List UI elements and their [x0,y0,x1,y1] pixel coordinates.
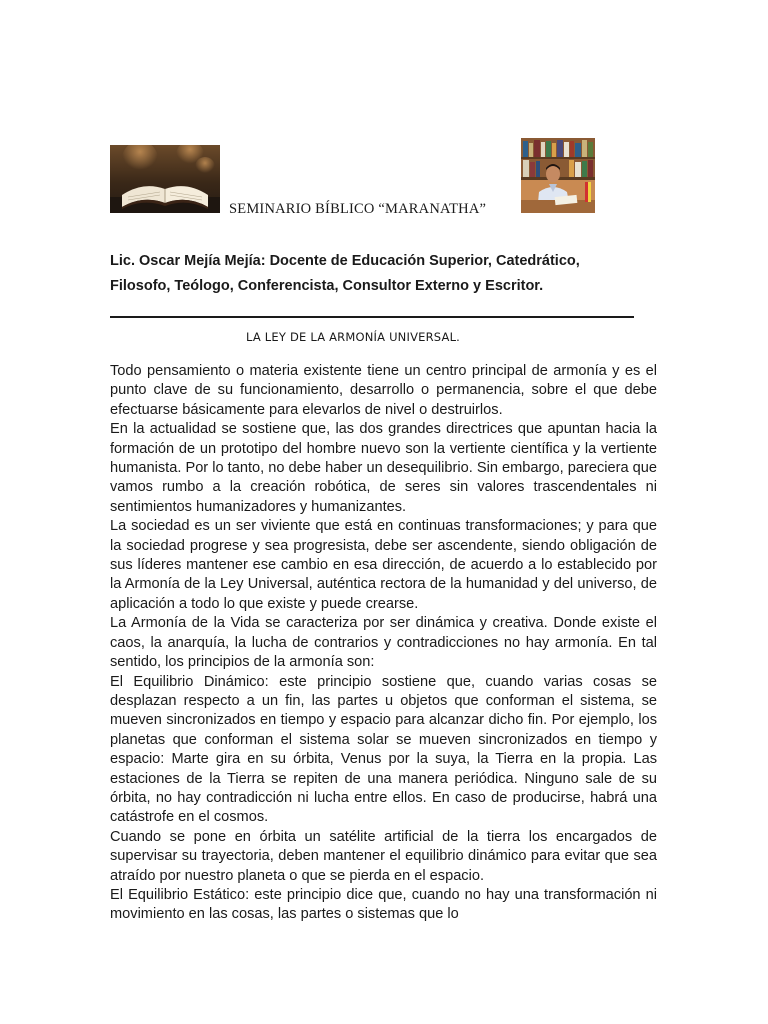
body-paragraph: En la actualidad se sostiene que, las dos grandes directrices que apuntan hacia la formación de un prototipo del hombre nuevo son la vertiente científica y la vertiente humanista. Por lo tanto, no debe haber un desequilibrio. Sin embargo, pareciera que vamos rumbo a la creación robótica, de seres sin valores trascendentales ni sentimientos humanizadores y humanizantes. [110,421,657,515]
author-credentials-line-1: Lic. Oscar Mejía Mejía: Docente de Educación Superior, Catedrático, [110,253,580,269]
seminar-title: SEMINARIO BÍBLICO “MARANATHA” [229,201,487,217]
body-paragraph: Todo pensamiento o materia existente tiene un centro principal de armonía y es el punto clave de su funcionamiento, desarrollo o permanencia, sobre el que debe efectuarse básicamente para elevarlos de nivel o destruirlos. [110,363,657,418]
horizontal-rule [110,316,634,318]
author-portrait-photo [521,138,595,213]
author-credentials-line-2: Filosofo, Teólogo, Conferencista, Consultor Externo y Escritor. [110,278,544,294]
open-bible-photo [110,145,220,213]
document-heading: LA LEY DE LA ARMONÍA UNIVERSAL. [246,330,461,344]
body-paragraph: El Equilibrio Estático: este principio dice que, cuando no hay una transformación ni movimiento en las cosas, las partes o sistemas que lo [110,886,657,923]
body-paragraph: Cuando se pone en órbita un satélite artificial de la tierra los encargados de supervisar su trayectoria, deben mantener el equilibrio dinámico para evitar que sea atraído por nuestro planeta o que se pierda en el espacio. [110,828,657,884]
body-paragraph: La Armonía de la Vida se caracteriza por ser dinámica y creativa. Donde existe el caos, la anarquía, la lucha de contrarios y contradicciones no hay armonía. En tal sentido, los principios de la armonía son: [110,615,657,671]
body-paragraph: El Equilibrio Dinámico: este principio sostiene que, cuando varias cosas se desplazan respecto a un fin, las partes u objetos que conforman el sistema, se mueven sincronizados en tiempo y espacio para alcanzar dicho fin. Por ejemplo, los planetas que conforman el sistema solar se mueven sincronizados en tiempo y espacio: Marte gira en su órbita, Venus por la suya, la Tierra en la propia. Las estaciones de la Tierra se repiten de una manera periódica. Ninguno sale de su órbita, no hay contradicción ni lucha entre ellos. En caso de producirse, habrá una catástrofe en el cosmos. [110,673,657,826]
body-paragraph: La sociedad es un ser viviente que está en continuas transformaciones; y para que la sociedad progrese y sea progresista, debe ser ascendente, siendo obligación de sus líderes mantener ese cambio en esa dirección, de acuerdo a lo establecido por la Armonía de la Ley Universal, auténtica rectora de la humanidad y del universo, de aplicación a todo lo que existe y puede crearse. [110,518,657,612]
document-body [110,362,657,925]
